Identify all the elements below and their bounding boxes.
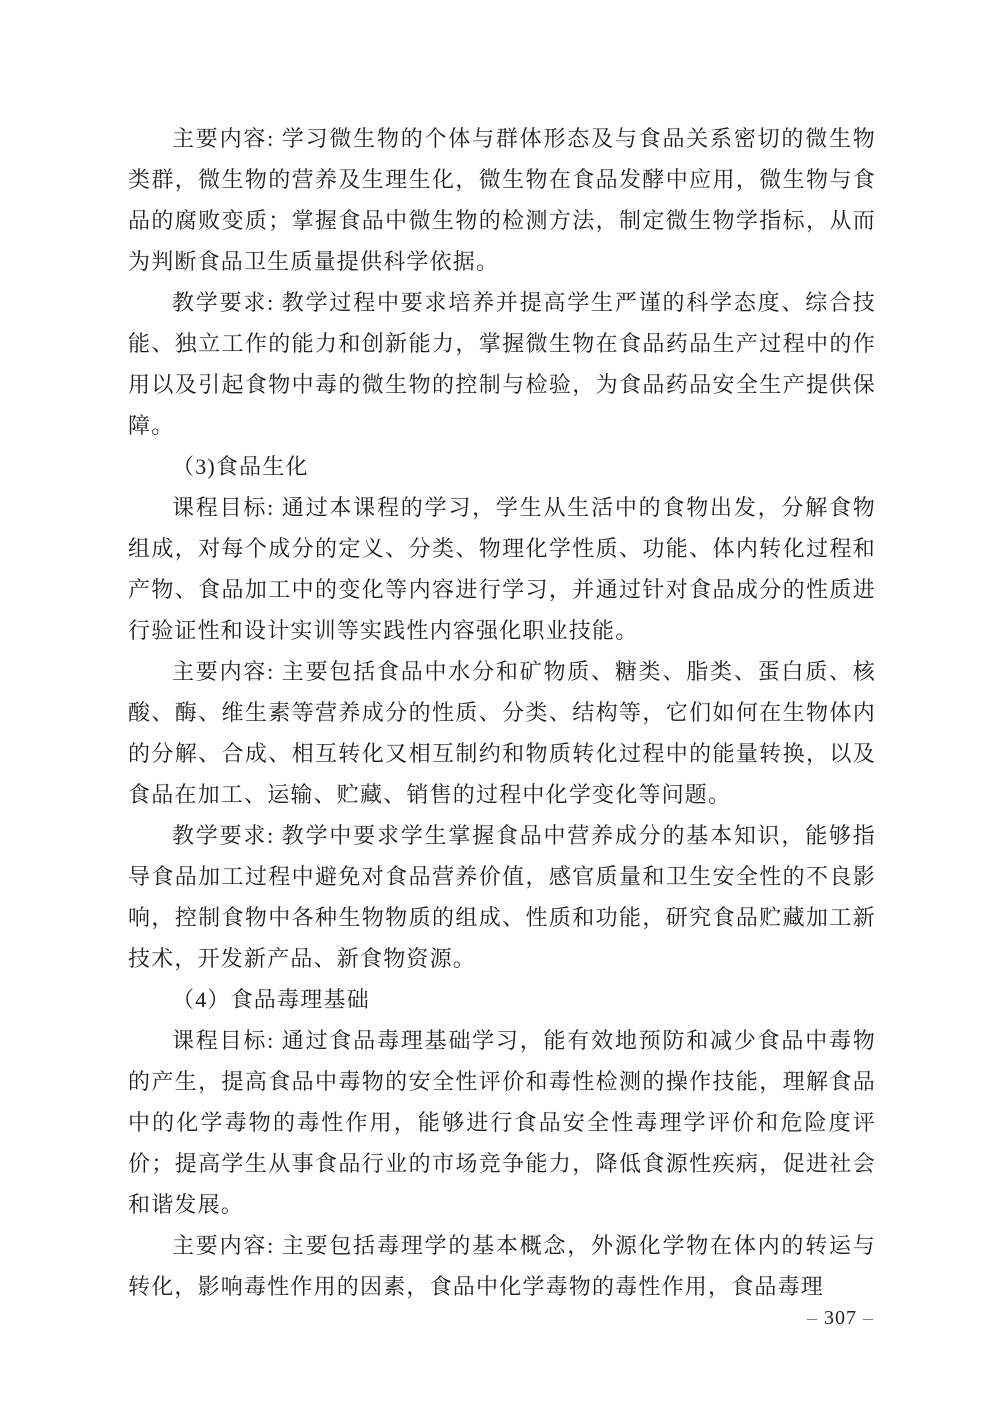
paragraph-course-goal-biochemistry: 课程目标: 通过本课程的学习，学生从生活中的食物出发，分解食物组成，对每个成分的定义、分类、物理化学性质、功能、体内转化过程和产物、食品加工中的变化等内容进行学习，并通过针对食品成分的性质进行验证性和设计实训等实践性内容强化职业技能。 — [128, 495, 876, 643]
paragraph-main-content-biochemistry: 主要内容: 主要包括食品中水分和矿物质、糖类、脂类、蛋白质、核酸、酶、维生素等营养成分的性质、分类、结构等，它们如何在生物体内的分解、合成、相互转化又相互制约和物质转化过程中的能量转换，以及食品在加工、运输、贮藏、销售的过程中化学变化等问题。 — [128, 659, 876, 807]
heading-course-4-food-toxicology: （4）食品毒理基础 — [172, 987, 370, 1012]
page-number: 307 — [824, 1307, 857, 1329]
paragraph-teaching-requirements-biochemistry: 教学要求: 教学中要求学生掌握食品中营养成分的基本知识，能够指导食品加工过程中避免对食品营养价值，感官质量和卫生安全性的不良影响，控制食物中各种生物物质的组成、性质和功能，研究食品贮藏加工新技术，开发新产品、新食物资源。 — [128, 823, 876, 971]
heading-course-3-food-biochemistry: （3)食品生化 — [172, 454, 309, 479]
footer-dash-left: – — [807, 1307, 818, 1329]
paragraph-course-goal-toxicology: 课程目标: 通过食品毒理基础学习，能有效地预防和减少食品中毒物的产生，提高食品中毒物的安全性评价和毒性检测的操作技能，理解食品中的化学毒物的毒性作用，能够进行食品安全性毒理学评价和危险度评价；提高学生从事食品行业的市场竞争能力，降低食源性疾病，促进社会和谐发展。 — [128, 1028, 876, 1217]
paragraph-main-content-toxicology: 主要内容: 主要包括毒理学的基本概念，外源化学物在体内的转运与转化，影响毒性作用的因素，食品中化学毒物的毒性作用，食品毒理 — [128, 1233, 876, 1299]
page-number-footer — [801, 1304, 880, 1332]
footer-dash-right: – — [863, 1307, 874, 1329]
document-body — [128, 118, 876, 1307]
paragraph-teaching-requirements-microbiology: 教学要求: 教学过程中要求培养并提高学生严谨的科学态度、综合技能、独立工作的能力和创新能力，掌握微生物在食品药品生产过程中的作用以及引起食物中毒的微生物的控制与检验，为食品药品安全生产提供保障。 — [128, 290, 876, 438]
paragraph-main-content-microbiology: 主要内容: 学习微生物的个体与群体形态及与食品关系密切的微生物类群，微生物的营养及生理生化，微生物在食品发酵中应用，微生物与食品的腐败变质；掌握食品中微生物的检测方法，制定微生物学指标，从而为判断食品卫生质量提供科学依据。 — [128, 126, 876, 274]
